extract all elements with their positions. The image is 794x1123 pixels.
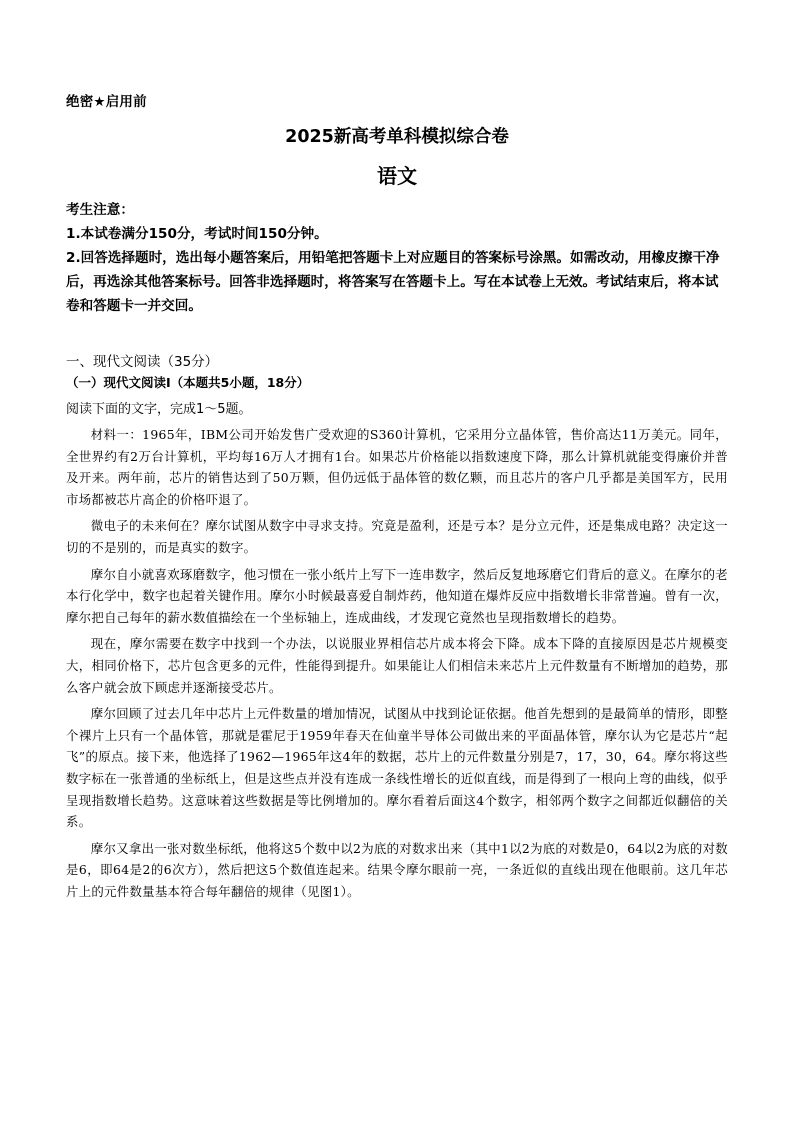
passage-paragraph: 摩尔回顾了过去几年中芯片上元件数量的增加情况，试图从中找到论证依据。他首先想到的是最简单的情形，即整个裸片上只有一个晶体管，那就是霍尼于1959年春天在仙童半导体公司做出来的平面晶体管，摩尔认为它是芯片“起飞”的原点。接下来，他选择了1962—1965年这4年的数据，芯片上的元件数量分别是7，17，30，64。摩尔将这些数字标在一张普通的坐标纸上，但是这些点并没有连成一条线性增长的近似直线，而是得到了一根向上弯的曲线，似乎呈现指数增长趋势。这意味着这些数据是等比例增加的。摩尔看着后面这4个数字，相邻两个数字之间都近似翻倍的关系。: [66, 706, 728, 830]
reading-passage: [66, 424, 728, 907]
passage-paragraph: 现在，摩尔需要在数字中找到一个办法，以说服业界相信芯片成本将会下降。成本下降的直接原因是芯片规模变大，相同价格下，芯片包含更多的元件，性能得到提升。如果能让人们相信未来芯片上元件数量有不断增加的趋势，那么客户就会放下顾虑并逐渐接受芯片。: [66, 636, 728, 695]
exam-title: 2025新高考单科模拟综合卷: [285, 127, 509, 147]
notice-item: 2.回答选择题时，选出每小题答案后，用铅笔把答题卡上对应题目的答案标号涂黑。如需改动，用橡皮擦干净后，再选涂其他答案标号。回答非选择题时，将答案写在答题卡上。写在本试卷上无效。考试结束后，将本试卷和答题卡一并交回。: [66, 250, 720, 314]
candidate-notice: [66, 198, 728, 318]
subject-title: 语文: [377, 164, 417, 188]
passage-paragraph: 摩尔自小就喜欢琢磨数字，他习惯在一张小纸片上写下一连串数字，然后反复地琢磨它们背后的意义。在摩尔的老本行化学中，数字也起着关键作用。摩尔小时候最喜爱自制炸药，他知道在爆炸反应中指数增长非常普遍。曾有一次，摩尔把自己每年的薪水数值描绘在一个坐标轴上，连成曲线，才发现它竟然也呈现指数增长的趋势。: [66, 566, 728, 625]
passage-paragraph: 材料一：1965年，IBM公司开始发售广受欢迎的S360计算机，它采用分立晶体管，售价高达11万美元。同年，全世界约有2万台计算机，平均每16万人才拥有1台。如果芯片价格能以指数速度下降，那么计算机就能变得廉价并普及开来。两年前，芯片的销售达到了50万颗，但仍远低于晶体管的数亿颗，而且芯片的客户几乎都是美国军方，民用市场都被芯片高企的价格吓退了。: [66, 427, 728, 507]
confidential-label: 绝密★启用前: [66, 94, 147, 110]
passage-paragraph: 摩尔又拿出一张对数坐标纸，他将这5个数中以2为底的对数求出来（其中1以2为底的对数是0，64以2为底的对数是6，即64是2的6次方），然后把这5个数值连起来。结果令摩尔眼前一亮，一条近似的直线出现在他眼前。这几年芯片上的元件数量基本符合每年翻倍的规律（见图1）。: [66, 840, 728, 899]
notice-item: 1.本试卷满分150分，考试时间150分钟。: [66, 226, 328, 242]
reading-instruction: 阅读下面的文字，完成1～5题。: [66, 402, 252, 417]
subsection-title: （一）现代文阅读Ⅰ（本题共5小题，18分）: [66, 375, 310, 390]
section-title: 一、现代文阅读（35分）: [66, 354, 219, 370]
notice-heading: 考生注意：: [66, 202, 134, 218]
passage-paragraph: 微电子的未来何在？摩尔试图从数字中寻求支持。究竟是盈利，还是亏本？是分立元件，还是集成电路？决定这一切的不是别的，而是真实的数字。: [66, 518, 728, 555]
